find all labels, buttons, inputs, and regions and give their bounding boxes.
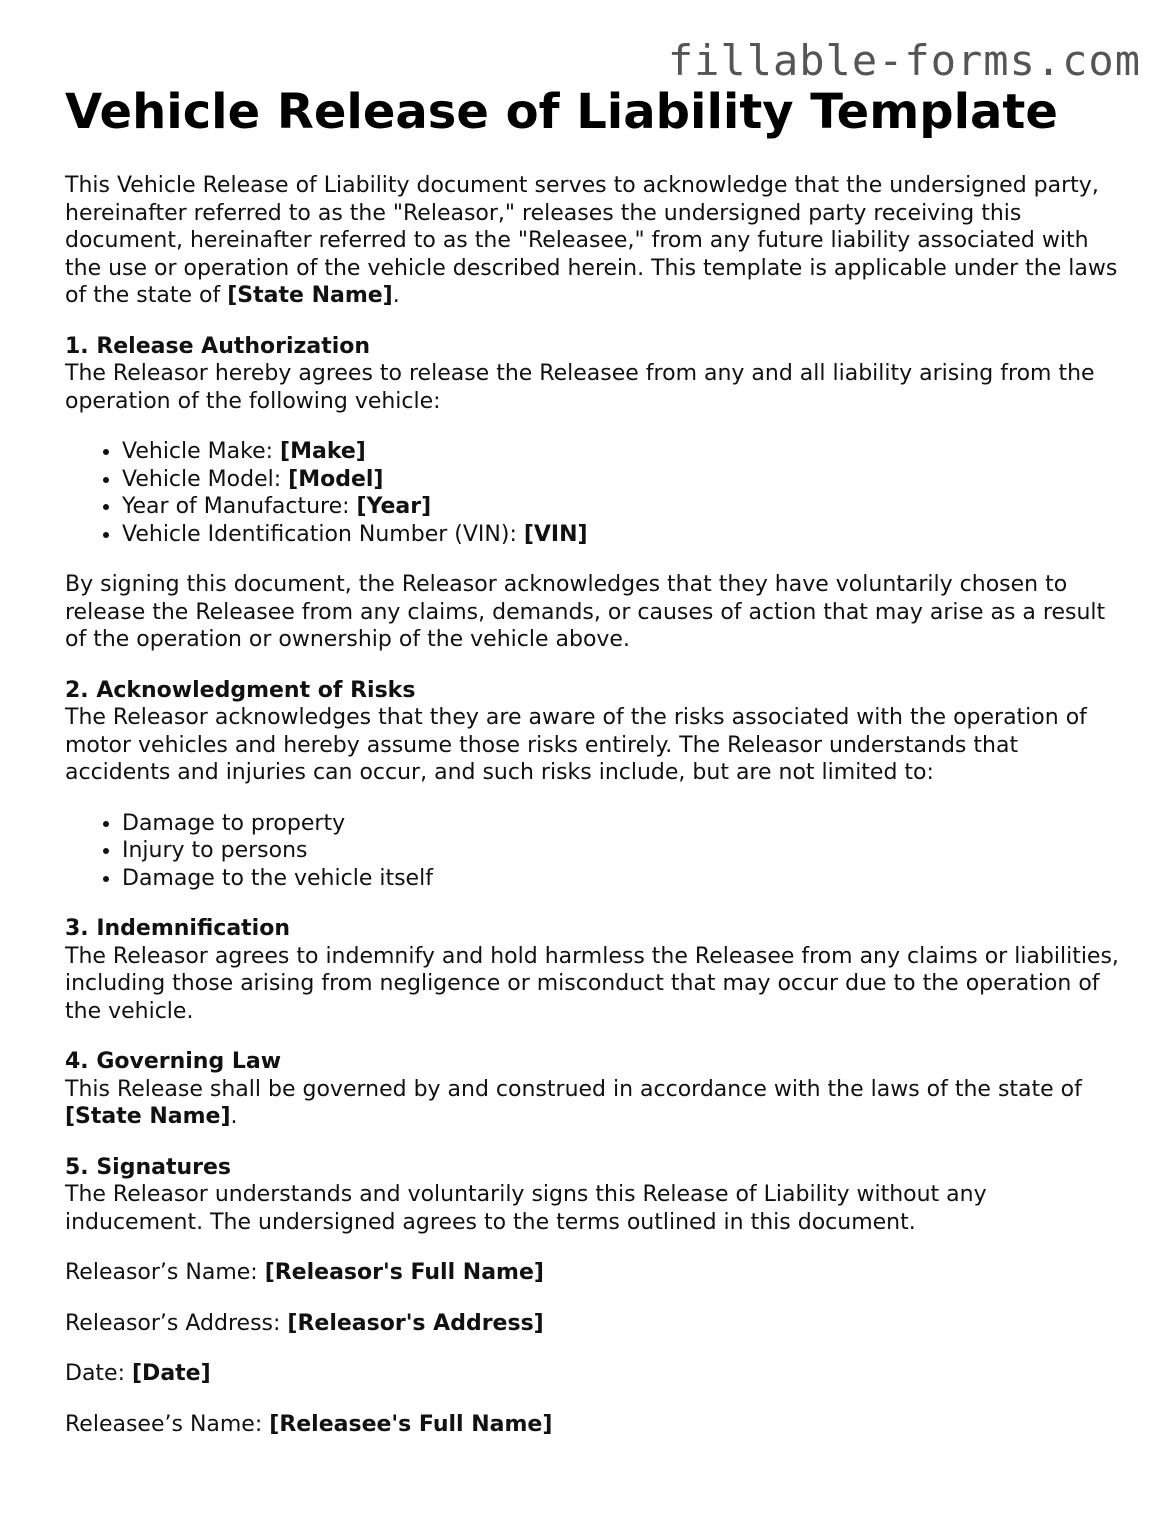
risks-list xyxy=(65,810,1125,893)
section-indemnification xyxy=(65,915,1125,1025)
section-heading: 3. Indemnification xyxy=(65,916,290,941)
list-item: • Damage to the vehicle itself xyxy=(122,865,1125,893)
section-heading: 5. Signatures xyxy=(65,1154,232,1180)
intro-end: . xyxy=(392,283,400,308)
list-item: • Injury to persons xyxy=(122,837,1125,865)
model-placeholder: [Model] xyxy=(288,466,384,492)
item-label: Vehicle Make: xyxy=(122,439,281,464)
list-item-vehicle-make xyxy=(122,438,1125,466)
year-placeholder: [Year] xyxy=(356,494,432,519)
section-body-end: . xyxy=(230,1104,238,1129)
state-name-placeholder: [State Name] xyxy=(65,1104,231,1129)
intro-text: This Vehicle Release of Liability document serves to acknowledge that the undersigned party, hereinafter referred to as the "Releasor," releases the undersigned party receiving this document, hereinafter referred to as the "Releasee," from any future liability associated with the use or operation of the vehicle described herein. This template is applicable under the laws of the state of xyxy=(65,173,1118,308)
field-releasee-name xyxy=(65,1411,1125,1439)
section-signatures xyxy=(65,1154,1125,1237)
item-label: Year of Manufacture: xyxy=(122,494,357,519)
field-date xyxy=(65,1360,1125,1388)
field-label: Releasor’s Name: xyxy=(65,1260,265,1285)
section-release-authorization xyxy=(65,333,1125,654)
section-body-text: This Release shall be governed by and construed in accordance with the laws of the state of xyxy=(65,1076,1082,1102)
list-item-vin xyxy=(122,521,1125,549)
list-item-year xyxy=(122,493,1125,521)
document-title: Vehicle Release of Liability Template xyxy=(65,84,1058,140)
field-label: Date: xyxy=(65,1361,132,1386)
make-placeholder: [Make] xyxy=(280,439,366,464)
field-label: Releasee’s Name: xyxy=(65,1411,270,1437)
section-heading: 1. Release Authorization xyxy=(65,333,371,359)
field-value: [Releasor's Full Name] xyxy=(264,1260,544,1285)
list-item-vehicle-model xyxy=(122,466,1125,494)
field-value: [Releasee's Full Name] xyxy=(269,1411,553,1437)
vehicle-details-list xyxy=(65,438,1125,548)
section-governing-law xyxy=(65,1048,1125,1131)
watermark-text: fillable-forms.com xyxy=(667,36,1141,85)
item-label: Vehicle Model: xyxy=(122,466,289,492)
field-releasor-address xyxy=(65,1310,1125,1338)
section-body: The Releasor agrees to indemnify and hold harmless the Releasee from any claims or liabilities, including those arising from negligence or misconduct that may occur due to the operation of the vehicle. xyxy=(65,943,1119,1024)
document-page xyxy=(65,84,1125,1438)
list-item: • Damage to property xyxy=(122,810,1125,838)
section-heading: 4. Governing Law xyxy=(65,1049,282,1074)
section-body: The Releasor understands and voluntarily signs this Release of Liability without any inducement. The undersigned agrees to the terms outlined in this document. xyxy=(65,1182,987,1235)
field-value: [Releasor's Address] xyxy=(287,1310,544,1336)
field-releasor-name xyxy=(65,1259,1125,1287)
section-body xyxy=(65,1076,1125,1131)
state-name-placeholder: [State Name] xyxy=(227,283,393,308)
section-body-continued: By signing this document, the Releasor acknowledges that they have voluntarily chosen to release the Releasee from any claims, demands, or causes of action that may arise as a result of the operation or ownership of the vehicle above. xyxy=(65,572,1106,652)
field-label: Releasor’s Address: xyxy=(65,1310,288,1336)
field-value: [Date] xyxy=(132,1361,211,1386)
section-body: The Releasor acknowledges that they are aware of the risks associated with the operation of motor vehicles and hereby assume those risks entirely. The Releasor understands that accidents and injuries can occur, and such risks include, but are not limited to: xyxy=(65,705,1087,785)
section-heading: 2. Acknowledgment of Risks xyxy=(65,677,416,703)
item-label: Vehicle Identification Number (VIN): xyxy=(122,521,524,547)
intro-paragraph xyxy=(65,172,1125,310)
section-body: The Releasor hereby agrees to release the Releasee from any and all liability arising from the operation of the following vehicle: xyxy=(65,361,1095,414)
vin-placeholder: [VIN] xyxy=(523,521,588,547)
section-acknowledgment-of-risks xyxy=(65,677,1125,893)
